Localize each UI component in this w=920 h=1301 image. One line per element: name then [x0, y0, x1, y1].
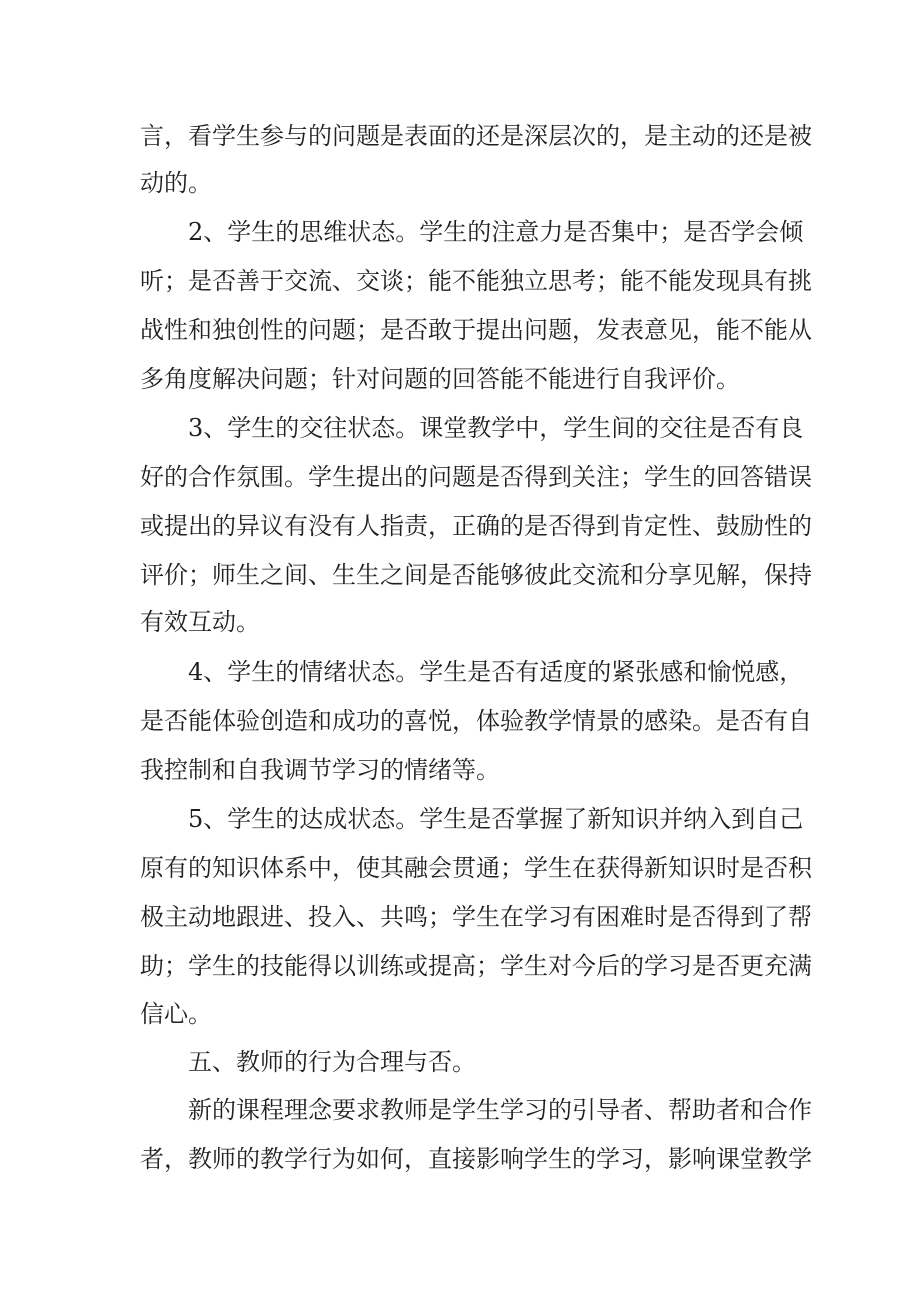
text-line: 言，看学生参与的问题是表面的还是深层次的，是主动的还是被: [140, 122, 812, 150]
text-line: 或提出的异议有没有人指责，正确的是否得到肯定性、鼓励性的: [140, 512, 812, 540]
text-line: 我控制和自我调节学习的情绪等。: [140, 756, 500, 784]
text-line: 极主动地跟进、投入、共鸣；学生在学习有困难时是否得到了帮: [140, 903, 812, 931]
text-line: 助；学生的技能得以训练或提高；学生对今后的学习是否更充满: [140, 952, 812, 980]
section-paragraph-line: 新的课程理念要求教师是学生学习的引导者、帮助者和合作: [188, 1096, 812, 1124]
text-line: 多角度解决问题；针对问题的回答能不能进行自我评价。: [140, 365, 740, 393]
text-line: 战性和独创性的问题；是否敢于提出问题，发表意见，能不能从: [140, 316, 812, 344]
text-line: 动的。: [140, 169, 212, 197]
text-line: 是否能体验创造和成功的喜悦，体验教学情景的感染。是否有自: [140, 707, 812, 735]
text-line: 有效互动。: [140, 608, 260, 636]
item-2-line: 2、学生的思维状态。学生的注意力是否集中；是否学会倾: [188, 218, 804, 246]
item-5-line: 5、学生的达成状态。学生是否掌握了新知识并纳入到自己: [188, 805, 804, 833]
text-line: 原有的知识体系中，使其融会贯通；学生在获得新知识时是否积: [140, 854, 812, 882]
text-line: 评价；师生之间、生生之间是否能够彼此交流和分享见解，保持: [140, 561, 812, 589]
section-heading: 五、教师的行为合理与否。: [188, 1048, 476, 1076]
text-line: 信心。: [140, 1000, 212, 1028]
item-4-line: 4、学生的情绪状态。学生是否有适度的紧张感和愉悦感，: [188, 658, 804, 686]
text-line: 好的合作氛围。学生提出的问题是否得到关注；学生的回答错误: [140, 463, 812, 491]
text-line: 听；是否善于交流、交谈；能不能独立思考；能不能发现具有挑: [140, 267, 812, 295]
text-line: 者，教师的教学行为如何，直接影响学生的学习，影响课堂教学: [140, 1145, 812, 1173]
item-3-line: 3、学生的交往状态。课堂教学中，学生间的交往是否有良: [188, 414, 804, 442]
